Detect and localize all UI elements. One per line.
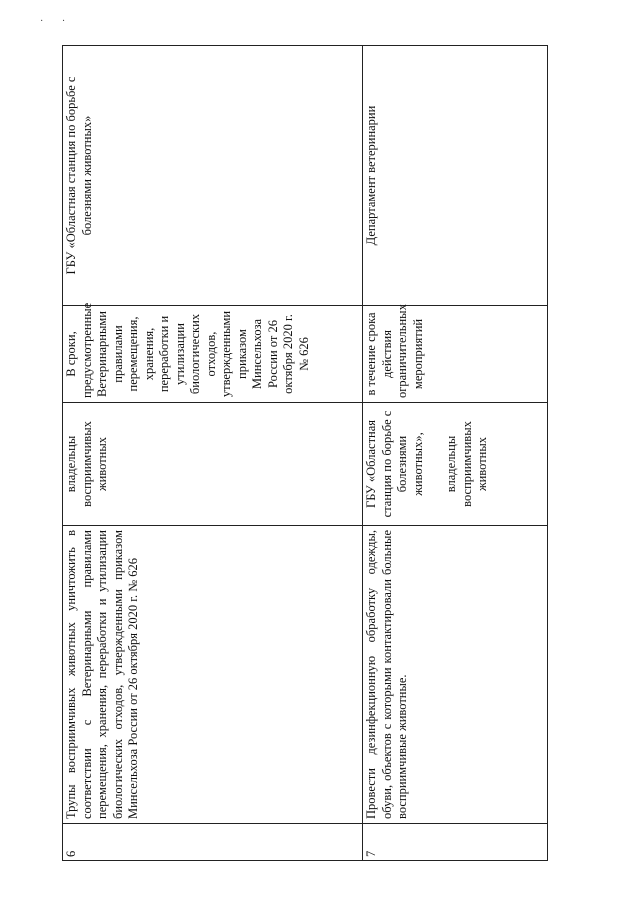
action-cell: Трупы восприимчивых животных уничтожить в соответствии с Ветеринарными правилами перемещения, хранения, переработки и утилизации биологических отходов, утвержденными приказом Минсельхоза России от 26 октября 2020 г. № 626	[63, 526, 363, 824]
executor-cell	[363, 403, 548, 526]
executor-primary: ГБУ «Областная станция по борьбе с болезнями животных»,	[364, 410, 425, 518]
scan-marks: · ·	[40, 16, 74, 27]
table-row	[63, 46, 363, 861]
table-row	[363, 46, 548, 861]
deadline-cell: В сроки, предусмотренные Ветеринарными правилами перемещения, хранения, переработки и утилизации биологических отходов, утвержденными приказом Минсельхоза России от 26 октября 2020 г. № 626	[63, 306, 363, 403]
executor-primary: владельцы восприимчивых животных	[64, 421, 109, 507]
row-number: 7	[363, 824, 548, 861]
deadline-cell: в течение срока действия ограничительных мероприятий	[363, 306, 548, 403]
executor-secondary: владельцы восприимчивых животных	[444, 421, 489, 507]
rotated-page	[62, 46, 547, 861]
action-cell: Провести дезинфекционную обработку одежды, обуви, объектов с которыми контактировали больные восприимчивые животные.	[363, 526, 548, 824]
responsible-cell: Департамент ветеринарии	[363, 46, 548, 306]
executor-cell	[63, 403, 363, 526]
row-number: 6	[63, 824, 363, 861]
measures-table	[62, 45, 548, 861]
responsible-cell: ГБУ «Областная станция по борьбе с болезнями животных»	[63, 46, 363, 306]
